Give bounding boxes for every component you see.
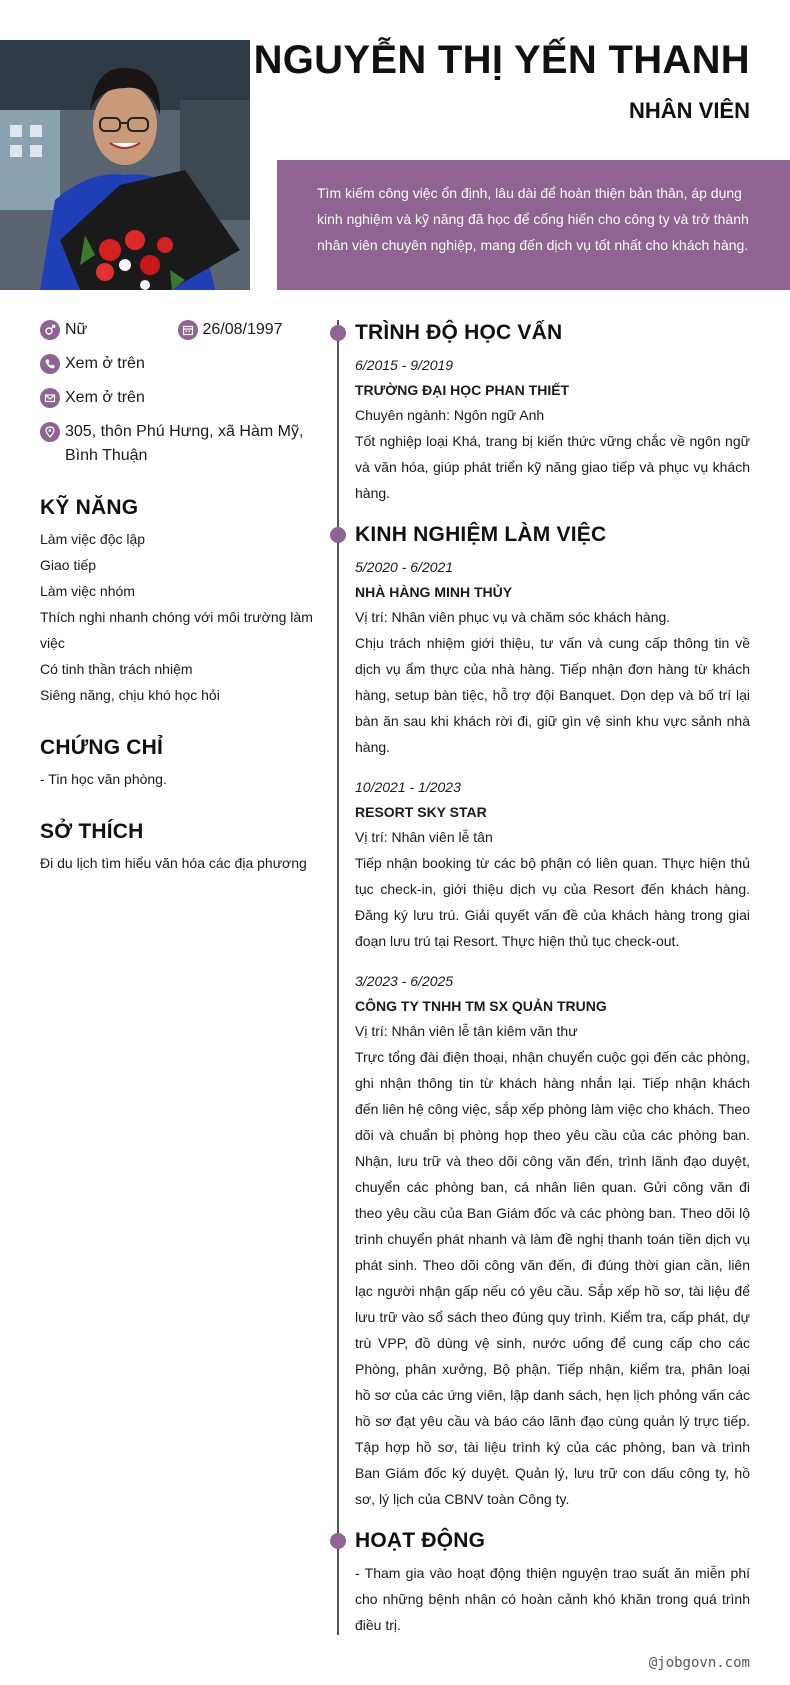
education-title: [355, 318, 750, 348]
experience-section: [355, 520, 750, 1512]
entry-desc: Tốt nghiệp loại Khá, trang bị kiến thức vững chắc về ngôn ngữ và văn hóa, giúp phát triển kỹ năng giao tiếp và phục vụ khách hàng.: [355, 433, 750, 501]
list-item: Làm việc nhóm: [40, 583, 135, 599]
contact-pair: [40, 318, 315, 352]
skills-title: KỸ NĂNG: [40, 496, 139, 519]
entry-date: 6/2015 - 9/2019: [355, 357, 454, 373]
entry-date: 5/2020 - 6/2021: [355, 559, 454, 575]
list-item: Làm việc độc lập: [40, 531, 146, 547]
list-item: Có tinh thần trách nhiệm: [40, 661, 193, 677]
activities-section: [355, 1526, 750, 1638]
contact-phone: [40, 352, 315, 376]
contact-gender: [40, 318, 178, 342]
phone-icon: [40, 354, 60, 374]
entry-desc: Chịu trách nhiệm giới thiệu, tư vấn và cung cấp thông tin về dịch vụ ẩm thực của nhà hàng. Tiếp nhận đơn hàng từ khách hàng, setup bàn tiệc, hỗ trợ đội Banquet. Dọn dẹp và bố trí lại bàn ăn sau khi khách rời đi, giữ gìn vệ sinh khu vực sảnh nhà hàng.: [355, 635, 750, 755]
experience-entry: [355, 774, 750, 954]
left-column: [40, 318, 315, 876]
list-item: Đi du lịch tìm hiểu văn hóa các địa phương: [40, 855, 307, 871]
entry-role: Chuyên ngành: Ngôn ngữ Anh: [355, 407, 545, 423]
entry-org: CÔNG TY TNHH TM SX QUẢN TRUNG: [355, 998, 607, 1014]
list-item: Thích nghi nhanh chóng với môi trường làm việc: [40, 609, 313, 651]
right-column: [355, 318, 750, 1638]
entry-date: 3/2023 - 6/2025: [355, 973, 454, 989]
section-title-text: KINH NGHIỆM LÀM VIỆC: [355, 523, 607, 546]
activities-desc: - Tham gia vào hoạt động thiện nguyện trao suất ăn miễn phí cho những bệnh nhân có hoàn cảnh khó khăn trong quá trình điều trị.: [355, 1565, 750, 1633]
contact-email: [40, 386, 315, 410]
contact-address: [40, 420, 315, 468]
email-value: Xem ở trên: [65, 389, 145, 406]
location-pin-icon: [40, 422, 60, 442]
mail-icon: [40, 388, 60, 408]
activities-title: [355, 1526, 750, 1556]
gender-value: Nữ: [65, 321, 88, 338]
list-item: - Tin học văn phòng.: [40, 771, 167, 787]
section-title-text: TRÌNH ĐỘ HỌC VẤN: [355, 321, 563, 344]
hobbies-title: SỞ THÍCH: [40, 820, 144, 843]
entry-desc: Trực tổng đài điện thoại, nhận chuyển cuộc gọi đến các phòng, ghi nhận thông tin từ khách hàng nhắn lại. Tiếp nhận khách đến liên hệ công việc, sắp xếp phòng làm việc cho khách. Theo dõi và chuẩn bị phòng họp theo yêu cầu của các phòng ban. Nhận, lưu trữ và theo dõi công văn đến, trình lãnh đạo duyệt, chuyển các phòng ban, cá nhân liên quan. Gửi công văn đi theo yêu cầu của Ban Giám đốc và các phòng ban. Theo dõi lộ trình chuyển phát nhanh và làm đề nghị thanh toán tiền dịch vụ phát sinh. Theo dõi công văn đến, đi đúng thời gian cần, liên lạc người nhận gấp nếu có yêu cầu. Sắp xếp hồ sơ, tài liệu để lưu trữ vào sổ sách theo đúng quy trình. Kiểm tra, cấp phát, dự trù VPP, đồ dùng vệ sinh, nước uống để cung cấp cho các Phòng, phân xưởng, Bộ phận. Tiếp nhận, kiểm tra, phân loại hồ sơ của các ứng viên, lập danh sách, hẹn lịch phỏng vấn các hồ sơ đạt yêu cầu và báo cáo lãnh đạo cùng quản lý trực tiếp. Tập hợp hồ sơ, tài liệu trình ký của các phòng, ban và trình Ban Giám đốc ký duyệt. Quản lý, lưu trữ con dấu công ty, hồ sơ, lý lịch của CBNV toàn Công ty.: [355, 1049, 750, 1507]
entry-role: Vị trí: Nhân viên lễ tân kiêm văn thư: [355, 1023, 578, 1039]
contact-birthday: [178, 318, 316, 342]
entry-org: RESORT SKY STAR: [355, 804, 487, 820]
certificates-title: CHỨNG CHỈ: [40, 736, 164, 759]
entry-org: NHÀ HÀNG MINH THỦY: [355, 584, 513, 600]
list-item: Siêng năng, chịu khó học hỏi: [40, 687, 220, 703]
entry-org: TRƯỜNG ĐẠI HỌC PHAN THIẾT: [355, 382, 570, 398]
timeline-line: [337, 320, 339, 1635]
profile-photo: [0, 40, 250, 290]
experience-entry: [355, 554, 750, 760]
address-value: 305, thôn Phú Hưng, xã Hàm Mỹ, Bình Thuận: [65, 423, 304, 464]
skills-list: [40, 526, 315, 708]
entry-date: 10/2021 - 1/2023: [355, 779, 461, 795]
watermark: @jobgovn.com: [648, 1655, 750, 1671]
education-section: [355, 318, 750, 506]
job-title: NHÂN VIÊN: [628, 98, 750, 123]
entry-desc: Tiếp nhận booking từ các bộ phận có liên quan. Thực hiện thủ tục check-in, giới thiệu dịch vụ của Resort đến khách hàng. Đăng ký lưu trú. Giải quyết vấn đề của khách hàng trong giai đoạn lưu trú tại Resort. Thực hiện thủ tục check-out.: [355, 855, 750, 949]
timeline-dot: [330, 325, 346, 341]
candidate-name: NGUYỄN THỊ YẾN THANH: [253, 38, 750, 82]
list-item: Giao tiếp: [40, 557, 97, 573]
section-title-text: HOẠT ĐỘNG: [355, 1529, 486, 1552]
timeline-dot: [330, 527, 346, 543]
gender-icon: [40, 320, 60, 340]
experience-title: [355, 520, 750, 550]
career-objective: Tìm kiếm công việc ổn định, lâu dài để hoàn thiện bản thân, áp dụng kinh nghiệm và kỹ năng đã học để cống hiến cho công ty và trở thành nhân viên chuyên nghiệp, mang đến dịch vụ tốt nhất cho khách hàng.: [277, 160, 790, 290]
experience-entry: [355, 968, 750, 1512]
phone-value: Xem ở trên: [65, 355, 145, 372]
education-entry: [355, 352, 750, 506]
birthday-value: 26/08/1997: [202, 321, 283, 338]
timeline-dot: [330, 1533, 346, 1549]
calendar-icon: [178, 320, 198, 340]
entry-role: Vị trí: Nhân viên lễ tân: [355, 829, 493, 845]
entry-role: Vị trí: Nhân viên phục vụ và chăm sóc khách hàng.: [355, 609, 671, 625]
